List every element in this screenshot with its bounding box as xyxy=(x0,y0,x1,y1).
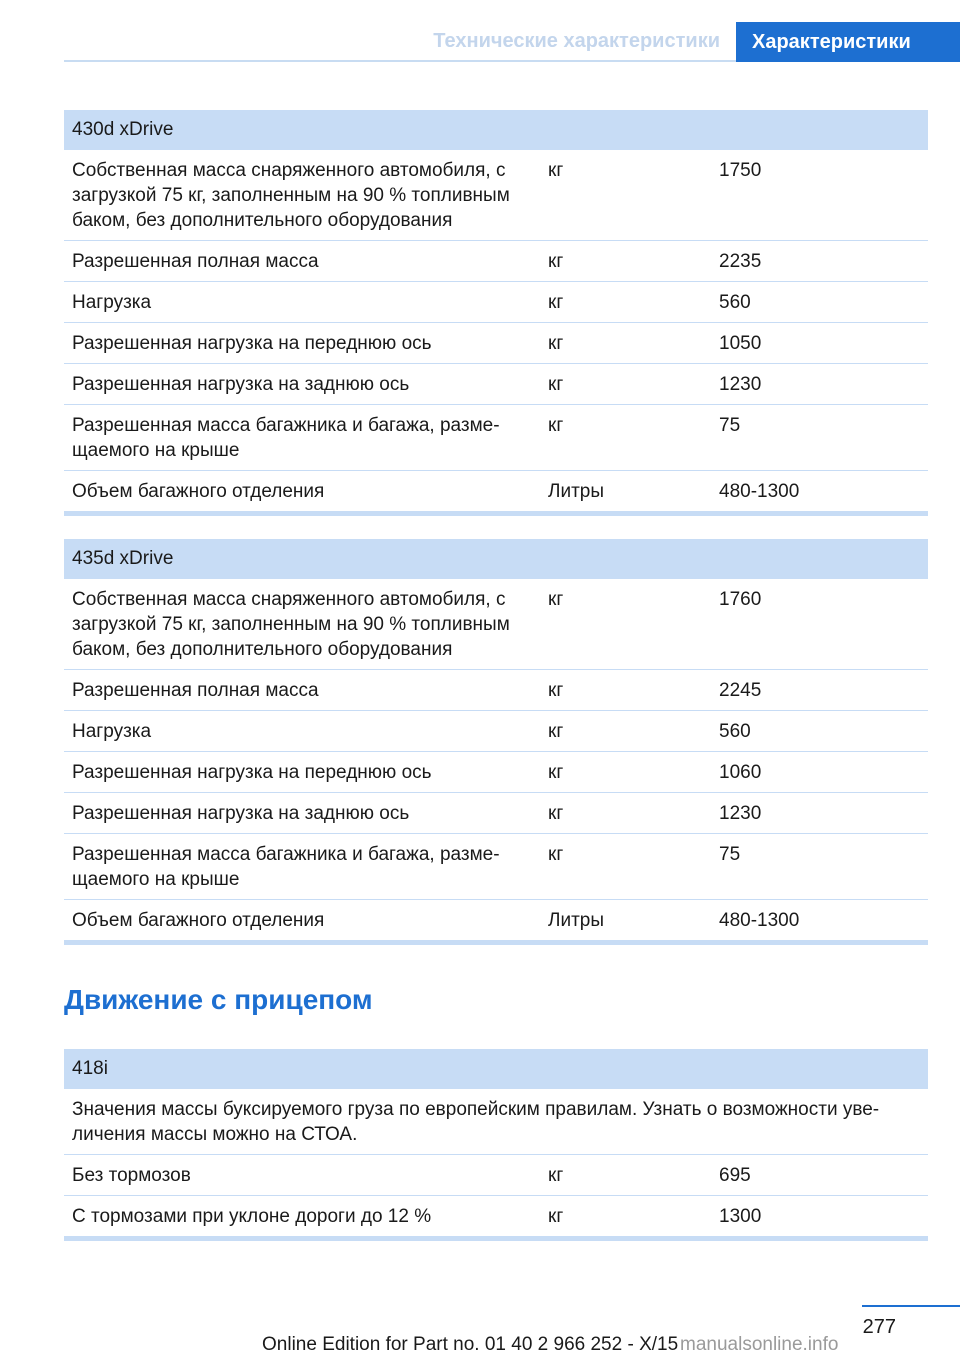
table-row xyxy=(64,471,928,511)
edition-note: Online Edition for Part no. 01 40 2 966 252 - X/15 xyxy=(262,1334,679,1355)
table-row xyxy=(64,150,928,241)
row-value: 1300 xyxy=(719,1206,762,1227)
page-header xyxy=(64,22,960,62)
table-title: 430d xDrive xyxy=(64,110,928,150)
table-row xyxy=(64,579,928,670)
footer-rule xyxy=(862,1305,960,1307)
table-row xyxy=(64,1196,928,1236)
row-label: Собственная масса снаряженного автомобиля, с загрузкой 75 кг, заполненным на 90 % топливным баком, без дополнительного оборудования xyxy=(72,589,510,660)
table-title: 435d xDrive xyxy=(64,539,928,579)
table-row xyxy=(64,793,928,834)
row-unit: кг xyxy=(548,292,564,313)
header-section-title: Технические характеристики xyxy=(433,30,720,52)
row-unit: кг xyxy=(548,160,564,181)
row-label: Разрешенная масса багажника и багажа, размещаемого на крыше xyxy=(72,415,500,461)
row-label: Разрешенная нагрузка на переднюю ось xyxy=(72,333,432,354)
header-chapter-tab: Характеристики xyxy=(736,22,960,62)
trailer-table-418i xyxy=(64,1049,928,1241)
row-value: 2245 xyxy=(719,680,762,701)
table-row xyxy=(64,1155,928,1196)
row-value: 1050 xyxy=(719,333,762,354)
row-label: Разрешенная нагрузка на заднюю ось xyxy=(72,374,410,395)
row-value: 1230 xyxy=(719,374,762,395)
table-note-row xyxy=(64,1089,928,1155)
row-label: Нагрузка xyxy=(72,292,152,313)
row-unit: кг xyxy=(548,680,564,701)
row-unit: кг xyxy=(548,1165,564,1186)
table-row xyxy=(64,405,928,471)
row-unit: кг xyxy=(548,762,564,783)
table-bottom-rule xyxy=(64,511,928,516)
table-note: Значения массы буксируемого груза по европейским правилам. Узнать о возможности увеличения массы можно на СТОА. xyxy=(72,1099,880,1145)
spec-table-435d xyxy=(64,539,928,945)
row-unit: кг xyxy=(548,844,564,865)
watermark: manualsonline.info xyxy=(680,1334,839,1355)
row-label: Собственная масса снаряженного автомобиля, с загрузкой 75 кг, заполненным на 90 % топливным баком, без дополнительного оборудования xyxy=(72,160,510,231)
table-bottom-rule xyxy=(64,1236,928,1241)
row-unit: кг xyxy=(548,415,564,436)
row-unit: кг xyxy=(548,333,564,354)
row-unit: кг xyxy=(548,721,564,742)
row-value: 1750 xyxy=(719,160,762,181)
row-value: 1760 xyxy=(719,589,762,610)
row-label: Разрешенная масса багажника и багажа, размещаемого на крыше xyxy=(72,844,500,890)
table-row xyxy=(64,364,928,405)
table-row xyxy=(64,670,928,711)
row-unit: кг xyxy=(548,803,564,824)
row-label: Разрешенная полная масса xyxy=(72,251,319,272)
table-bottom-rule xyxy=(64,940,928,945)
row-value: 1230 xyxy=(719,803,762,824)
table-row xyxy=(64,241,928,282)
row-value: 480-1300 xyxy=(719,910,800,931)
row-label: Разрешенная нагрузка на заднюю ось xyxy=(72,803,410,824)
row-value: 75 xyxy=(719,415,741,436)
row-label: Объем багажного отделения xyxy=(72,481,325,502)
row-label: Разрешенная нагрузка на переднюю ось xyxy=(72,762,432,783)
table-row xyxy=(64,711,928,752)
row-value: 480-1300 xyxy=(719,481,800,502)
row-value: 75 xyxy=(719,844,741,865)
row-label: Разрешенная полная масса xyxy=(72,680,319,701)
row-value: 560 xyxy=(719,721,751,742)
row-value: 560 xyxy=(719,292,751,313)
row-unit: кг xyxy=(548,1206,564,1227)
table-row xyxy=(64,900,928,940)
spec-table-430d xyxy=(64,110,928,516)
row-unit: кг xyxy=(548,374,564,395)
row-label: С тормозами при уклоне дороги до 12 % xyxy=(72,1206,432,1227)
row-label: Без тормозов xyxy=(72,1165,191,1186)
row-label: Нагрузка xyxy=(72,721,152,742)
table-title: 418i xyxy=(64,1049,928,1089)
table-row xyxy=(64,282,928,323)
table-row xyxy=(64,752,928,793)
row-unit: кг xyxy=(548,589,564,610)
page-number: 277 xyxy=(862,1316,896,1338)
section-heading: Движение с прицепом xyxy=(64,984,373,1015)
row-value: 695 xyxy=(719,1165,751,1186)
row-unit: Литры xyxy=(548,910,605,931)
row-unit: кг xyxy=(548,251,564,272)
table-row xyxy=(64,834,928,900)
row-value: 1060 xyxy=(719,762,762,783)
row-label: Объем багажного отделения xyxy=(72,910,325,931)
row-unit: Литры xyxy=(548,481,605,502)
row-value: 2235 xyxy=(719,251,762,272)
table-row xyxy=(64,323,928,364)
